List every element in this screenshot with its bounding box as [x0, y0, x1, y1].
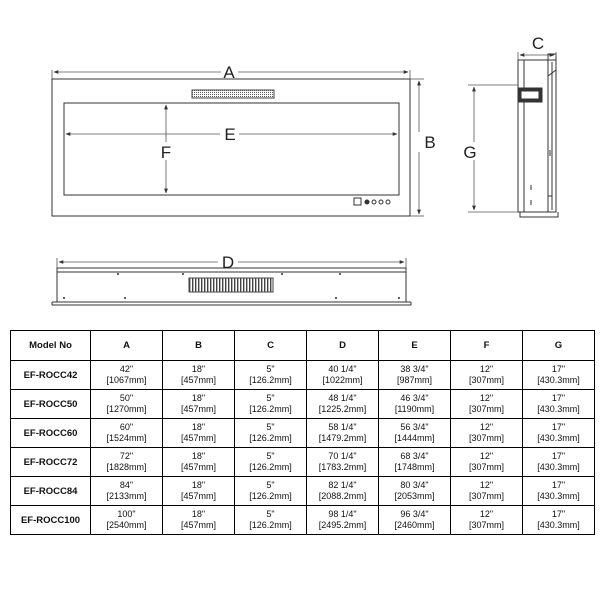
- dimension-label-g: G: [463, 143, 477, 162]
- dimension-cell: [523, 390, 595, 419]
- imperial-value: 18": [191, 364, 206, 374]
- metric-value: [2540mm]: [106, 520, 147, 530]
- dimension-cell: [91, 506, 163, 535]
- control-panel: [354, 198, 390, 205]
- control-button-1: [365, 200, 369, 204]
- metric-value: [307mm]: [468, 404, 504, 414]
- dimension-cell: [451, 506, 523, 535]
- metric-value: [1022mm]: [322, 375, 363, 385]
- table-row: [11, 390, 595, 419]
- imperial-value: 98 1/4": [328, 509, 357, 519]
- dimension-cell: [91, 390, 163, 419]
- imperial-value: 100": [117, 509, 136, 519]
- dimension-cell: [163, 361, 235, 390]
- dimension-cell: [379, 390, 451, 419]
- front-top-vent: [192, 90, 274, 98]
- dimension-cell: [523, 477, 595, 506]
- metric-value: [1067mm]: [106, 375, 147, 385]
- metric-value: [2495.2mm]: [318, 520, 367, 530]
- dimension-cell: [235, 477, 307, 506]
- imperial-value: 12": [479, 451, 494, 461]
- metric-value: [1225.2mm]: [318, 404, 367, 414]
- metric-value: [1444mm]: [394, 433, 435, 443]
- metric-value: [307mm]: [468, 433, 504, 443]
- model-number-cell: EF-ROCC60: [11, 419, 91, 448]
- imperial-value: 18": [191, 393, 206, 403]
- metric-value: [2053mm]: [394, 491, 435, 501]
- imperial-value: 5": [266, 509, 275, 519]
- dimension-label-a: A: [223, 63, 235, 82]
- metric-value: [1524mm]: [106, 433, 147, 443]
- metric-value: [2088.2mm]: [318, 491, 367, 501]
- dimension-cell: [379, 361, 451, 390]
- dimension-cell: [163, 390, 235, 419]
- table-header-row: [11, 331, 595, 361]
- imperial-value: 12": [479, 422, 494, 432]
- metric-value: [430.3mm]: [537, 375, 580, 385]
- imperial-value: 18": [191, 422, 206, 432]
- dimension-cell: [163, 477, 235, 506]
- imperial-value: 17": [551, 480, 566, 490]
- imperial-value: 82 1/4": [328, 480, 357, 490]
- imperial-value: 68 3/4": [400, 451, 429, 461]
- metric-value: [1783.2mm]: [318, 462, 367, 472]
- header-f: F: [451, 331, 523, 361]
- metric-value: [307mm]: [468, 491, 504, 501]
- imperial-value: 18": [191, 451, 206, 461]
- dimension-cell: [451, 448, 523, 477]
- table-row: [11, 448, 595, 477]
- dimension-cell: [523, 361, 595, 390]
- dimension-cell: [235, 448, 307, 477]
- header-b: B: [163, 331, 235, 361]
- imperial-value: 72": [119, 451, 134, 461]
- imperial-value: 17": [551, 422, 566, 432]
- header-a: A: [91, 331, 163, 361]
- dimension-cell: [523, 448, 595, 477]
- imperial-value: 12": [479, 509, 494, 519]
- control-button-4: [386, 200, 390, 204]
- imperial-value: 42": [119, 364, 134, 374]
- imperial-value: 70 1/4": [328, 451, 357, 461]
- top-view: [52, 268, 411, 305]
- header-model-no: Model No: [11, 331, 91, 361]
- metric-value: [457mm]: [180, 462, 216, 472]
- imperial-value: 48 1/4": [328, 393, 357, 403]
- imperial-value: 56 3/4": [400, 422, 429, 432]
- header-c: C: [235, 331, 307, 361]
- control-button-3: [379, 200, 383, 204]
- metric-value: [126.2mm]: [249, 433, 292, 443]
- dimension-cell: [379, 448, 451, 477]
- front-view: [52, 79, 410, 216]
- dimension-cell: [451, 419, 523, 448]
- imperial-value: 5": [266, 480, 275, 490]
- header-e: E: [379, 331, 451, 361]
- metric-value: [2133mm]: [106, 491, 147, 501]
- dimensions-table: [10, 330, 595, 535]
- imperial-value: 17": [551, 451, 566, 461]
- metric-value: [1748mm]: [394, 462, 435, 472]
- imperial-value: 58 1/4": [328, 422, 357, 432]
- metric-value: [126.2mm]: [249, 375, 292, 385]
- metric-value: [307mm]: [468, 520, 504, 530]
- metric-value: [430.3mm]: [537, 491, 580, 501]
- table-row: [11, 506, 595, 535]
- top-rear-vent: [189, 278, 273, 292]
- header-d: D: [307, 331, 379, 361]
- metric-value: [457mm]: [180, 491, 216, 501]
- dimension-cell: [379, 419, 451, 448]
- dimension-cell: [307, 390, 379, 419]
- dimension-cell: [307, 477, 379, 506]
- dimension-cell: [235, 361, 307, 390]
- metric-value: [430.3mm]: [537, 520, 580, 530]
- table-row: [11, 361, 595, 390]
- metric-value: [457mm]: [180, 404, 216, 414]
- metric-value: [1190mm]: [394, 404, 435, 414]
- imperial-value: 18": [191, 509, 206, 519]
- dimension-cell: [307, 419, 379, 448]
- dimension-label-e: E: [224, 125, 236, 144]
- model-number-cell: EF-ROCC50: [11, 390, 91, 419]
- dimension-c: [518, 52, 556, 60]
- imperial-value: 12": [479, 364, 494, 374]
- dimension-cell: [235, 419, 307, 448]
- dimension-cell: [451, 477, 523, 506]
- metric-value: [1828mm]: [106, 462, 147, 472]
- imperial-value: 17": [551, 364, 566, 374]
- side-bottom-bracket: [520, 212, 558, 217]
- dimension-cell: [91, 361, 163, 390]
- dimension-label-c: C: [531, 34, 545, 53]
- imperial-value: 96 3/4": [400, 509, 429, 519]
- table-row: [11, 477, 595, 506]
- dimension-cell: [307, 506, 379, 535]
- imperial-value: 17": [551, 393, 566, 403]
- table-row: [11, 419, 595, 448]
- dimension-cell: [451, 361, 523, 390]
- metric-value: [126.2mm]: [249, 491, 292, 501]
- imperial-value: 5": [266, 451, 275, 461]
- dimension-cell: [163, 419, 235, 448]
- dimension-cell: [379, 506, 451, 535]
- dimension-cell: [235, 390, 307, 419]
- dimension-cell: [307, 361, 379, 390]
- side-view: [518, 54, 558, 217]
- metric-value: [307mm]: [468, 375, 504, 385]
- dimension-cell: [523, 419, 595, 448]
- imperial-value: 40 1/4": [328, 364, 357, 374]
- metric-value: [126.2mm]: [249, 462, 292, 472]
- dimension-cell: [379, 477, 451, 506]
- metric-value: [457mm]: [180, 433, 216, 443]
- imperial-value: 46 3/4": [400, 393, 429, 403]
- dimension-label-d: D: [221, 253, 235, 272]
- table-body: [11, 361, 595, 535]
- metric-value: [457mm]: [180, 520, 216, 530]
- dimension-b: [410, 79, 424, 216]
- imperial-value: 80 3/4": [400, 480, 429, 490]
- dimension-cell: [91, 477, 163, 506]
- metric-value: [430.3mm]: [537, 404, 580, 414]
- dimension-cell: [523, 506, 595, 535]
- header-g: G: [523, 331, 595, 361]
- imperial-value: 84": [119, 480, 134, 490]
- front-glass-panel: [64, 103, 399, 195]
- control-button-power: [354, 198, 361, 205]
- imperial-value: 12": [479, 480, 494, 490]
- dimension-cell: [91, 419, 163, 448]
- dimension-cell: [91, 448, 163, 477]
- metric-value: [1270mm]: [106, 404, 147, 414]
- metric-value: [1479.2mm]: [318, 433, 367, 443]
- metric-value: [307mm]: [468, 462, 504, 472]
- dimension-label-b: B: [424, 133, 436, 152]
- imperial-value: 38 3/4": [400, 364, 429, 374]
- metric-value: [430.3mm]: [537, 462, 580, 472]
- imperial-value: 5": [266, 364, 275, 374]
- metric-value: [126.2mm]: [249, 404, 292, 414]
- dimension-cell: [235, 506, 307, 535]
- control-button-2: [372, 200, 376, 204]
- imperial-value: 12": [479, 393, 494, 403]
- metric-value: [430.3mm]: [537, 433, 580, 443]
- imperial-value: 17": [551, 509, 566, 519]
- imperial-value: 5": [266, 393, 275, 403]
- dimension-label-f: F: [160, 143, 172, 162]
- model-number-cell: EF-ROCC42: [11, 361, 91, 390]
- model-number-cell: EF-ROCC84: [11, 477, 91, 506]
- metric-value: [2460mm]: [394, 520, 435, 530]
- dimension-cell: [451, 390, 523, 419]
- imperial-value: 18": [191, 480, 206, 490]
- metric-value: [126.2mm]: [249, 520, 292, 530]
- metric-value: [987mm]: [396, 375, 432, 385]
- imperial-value: 5": [266, 422, 275, 432]
- dimension-cell: [163, 506, 235, 535]
- metric-value: [457mm]: [180, 375, 216, 385]
- model-number-cell: EF-ROCC100: [11, 506, 91, 535]
- dimension-cell: [163, 448, 235, 477]
- model-number-cell: EF-ROCC72: [11, 448, 91, 477]
- dimension-cell: [307, 448, 379, 477]
- imperial-value: 60": [119, 422, 134, 432]
- imperial-value: 50": [119, 393, 134, 403]
